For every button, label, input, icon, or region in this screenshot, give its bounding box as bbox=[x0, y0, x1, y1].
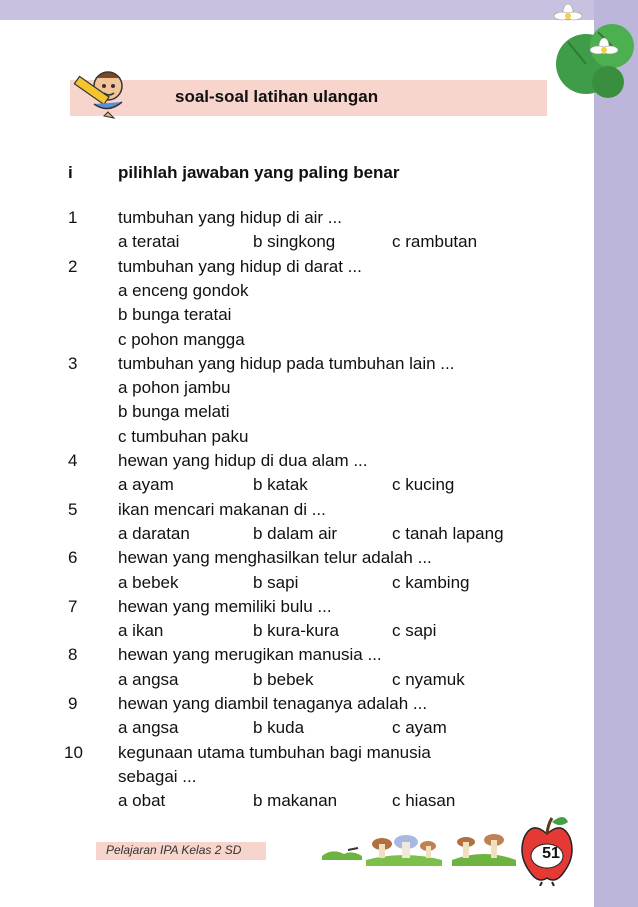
answer-option: c kucing bbox=[392, 475, 455, 495]
answer-option: a bebek bbox=[118, 572, 179, 592]
question-text: hewan yang menghasilkan telur adalah ... bbox=[118, 548, 432, 568]
question-text: sebagai ... bbox=[118, 766, 197, 786]
question-number: 1 bbox=[68, 208, 78, 227]
answer-option: c tumbuhan paku bbox=[118, 426, 249, 446]
answer-option: b sapi bbox=[253, 572, 299, 592]
answer-option: b bunga teratai bbox=[118, 305, 232, 325]
section-instruction: pilihlah jawaban yang paling benar bbox=[118, 163, 400, 182]
question-number: 4 bbox=[68, 451, 78, 470]
question-text: tumbuhan yang hidup di darat ... bbox=[118, 256, 362, 276]
answer-option: c ayam bbox=[392, 718, 447, 738]
answer-option: c nyamuk bbox=[392, 669, 465, 689]
answer-option: a obat bbox=[118, 791, 166, 811]
footer-text: Pelajaran IPA Kelas 2 SD bbox=[106, 843, 242, 857]
question-text: kegunaan utama tumbuhan bagi manusia bbox=[118, 742, 431, 762]
question-text: hewan yang merugikan manusia ... bbox=[118, 645, 382, 665]
question-number: 5 bbox=[68, 499, 78, 519]
grass-icon bbox=[318, 826, 366, 866]
answer-option: c kambing bbox=[392, 572, 470, 592]
answer-option: a daratan bbox=[118, 523, 190, 543]
question-text: tumbuhan yang hidup di air ... bbox=[118, 208, 342, 227]
answer-option: a teratai bbox=[118, 232, 180, 252]
question-text: hewan yang hidup di dua alam ... bbox=[118, 451, 368, 470]
answer-option: a angsa bbox=[118, 718, 179, 738]
answer-option: c sapi bbox=[392, 621, 437, 641]
answer-option: a ikan bbox=[118, 621, 164, 641]
answer-option: a angsa bbox=[118, 669, 179, 689]
question-number: 9 bbox=[68, 694, 78, 713]
page-title: soal-soal latihan ulangan bbox=[175, 87, 379, 106]
answer-option: b dalam air bbox=[253, 523, 338, 543]
answer-option: c hiasan bbox=[392, 791, 456, 811]
question-number: 7 bbox=[68, 596, 78, 616]
answer-option: b singkong bbox=[253, 232, 336, 252]
answer-option: a pohon jambu bbox=[118, 378, 231, 398]
answer-option: b bunga melati bbox=[118, 402, 230, 422]
answer-option: a ayam bbox=[118, 475, 174, 495]
mushroom-icon bbox=[366, 830, 442, 866]
mushroom-icon bbox=[452, 830, 516, 866]
question-text: hewan yang diambil tenaganya adalah ... bbox=[118, 694, 428, 713]
answer-option: b kura-kura bbox=[253, 621, 339, 641]
right-band bbox=[594, 0, 638, 907]
question-number: 8 bbox=[68, 645, 78, 665]
page-number: 51 bbox=[542, 845, 560, 862]
answer-option: c tanah lapang bbox=[392, 523, 504, 543]
question-number: 3 bbox=[68, 353, 78, 373]
question-text: hewan yang memiliki bulu ... bbox=[118, 596, 332, 616]
section-label: i bbox=[68, 163, 73, 182]
answer-option: b bebek bbox=[253, 669, 314, 689]
question-text: tumbuhan yang hidup pada tumbuhan lain ... bbox=[118, 353, 455, 373]
question-number: 2 bbox=[68, 256, 78, 276]
answer-option: c rambutan bbox=[392, 232, 478, 252]
lotus-icon bbox=[538, 2, 638, 104]
pencil-mascot-icon bbox=[64, 64, 136, 124]
answer-option: c pohon mangga bbox=[118, 329, 245, 349]
answer-option: b kuda bbox=[253, 718, 305, 738]
question-number: 10 bbox=[64, 742, 83, 762]
answer-option: b katak bbox=[253, 475, 308, 495]
question-text: ikan mencari makanan di ... bbox=[118, 499, 326, 519]
question-number: 6 bbox=[68, 548, 78, 568]
answer-option: a enceng gondok bbox=[118, 280, 249, 300]
answer-option: b makanan bbox=[253, 791, 338, 811]
